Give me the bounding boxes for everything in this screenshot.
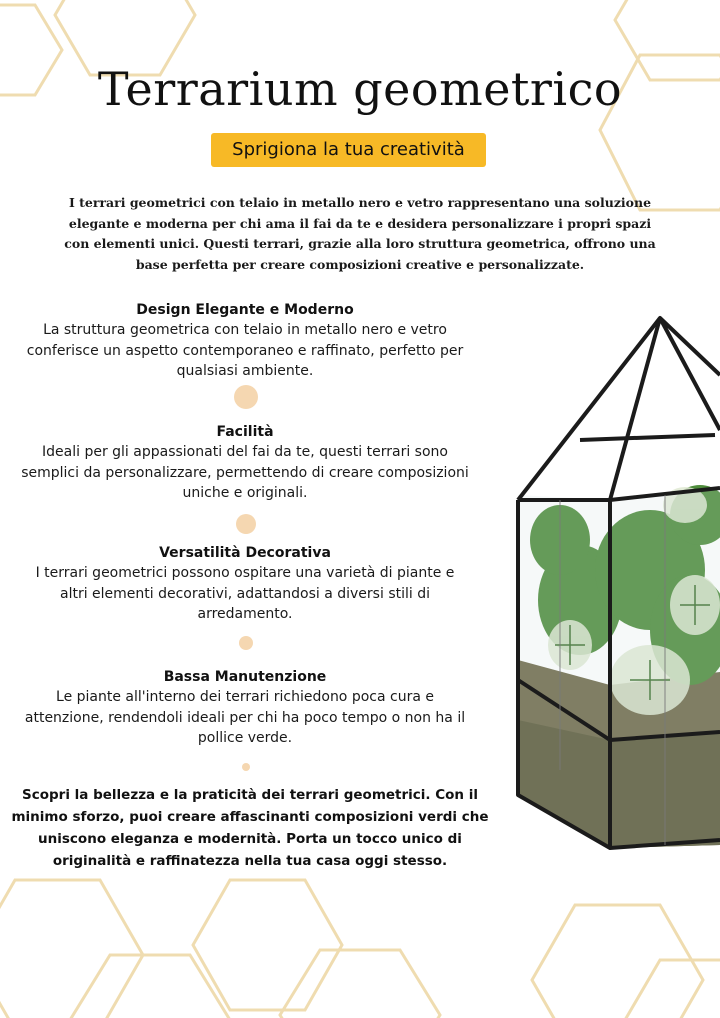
feature-title: Versatilità Decorativa — [159, 545, 331, 561]
feature-facilita — [20, 422, 470, 504]
feature-text: La struttura geometrica con telaio in metallo nero e vetro conferisce un aspetto contemporaneo e raffinato, perfetto per qualsiasi ambiente. — [26, 322, 464, 379]
feature-text: I terrari geometrici possono ospitare una varietà di piante e altri elementi decorativi, adattandosi a diversi stili di arredamento. — [35, 565, 455, 622]
feature-title: Design Elegante e Moderno — [136, 302, 354, 318]
separator-dot — [242, 763, 250, 771]
intro-paragraph: I terrari geometrici con telaio in metallo nero e vetro rappresentano una soluzione elegante e moderna per chi ama il fai da te e desidera personalizzare i propri spazi con elementi unici. Questi terrari, grazie alla loro struttura geometrica, offrono una base perfetta per creare composizioni creative e personalizzate. — [64, 195, 656, 272]
terrarium-image — [500, 300, 720, 860]
closing-paragraph: Scopri la bellezza e la praticità dei terrari geometrici. Con il minimo sforzo, puoi creare affascinanti composizioni verdi che uniscono eleganza e modernità. Porta un tocco unico di originalità e raffinatezza nella tua casa oggi stesso. — [11, 787, 489, 869]
separator-dot — [234, 385, 258, 409]
separator-dot — [239, 636, 253, 650]
feature-manutenzione — [20, 667, 470, 749]
feature-text: Ideali per gli appassionati del fai da te, questi terrari sono semplici da personalizzare, permettendo di creare composizioni uniche e originali. — [21, 444, 469, 501]
feature-title: Facilità — [216, 424, 274, 440]
subtitle-banner: Sprigiona la tua creatività — [211, 133, 486, 167]
page-title: Terrarium geometrico — [97, 62, 623, 116]
feature-title: Bassa Manutenzione — [163, 669, 327, 685]
separator-dot — [236, 514, 256, 534]
feature-design — [20, 300, 470, 382]
feature-versatilita — [20, 543, 470, 625]
feature-text: Le piante all'interno dei terrari richiedono poca cura e attenzione, rendendoli ideali per chi ha poco tempo o non ha il pollice verde. — [24, 689, 466, 746]
